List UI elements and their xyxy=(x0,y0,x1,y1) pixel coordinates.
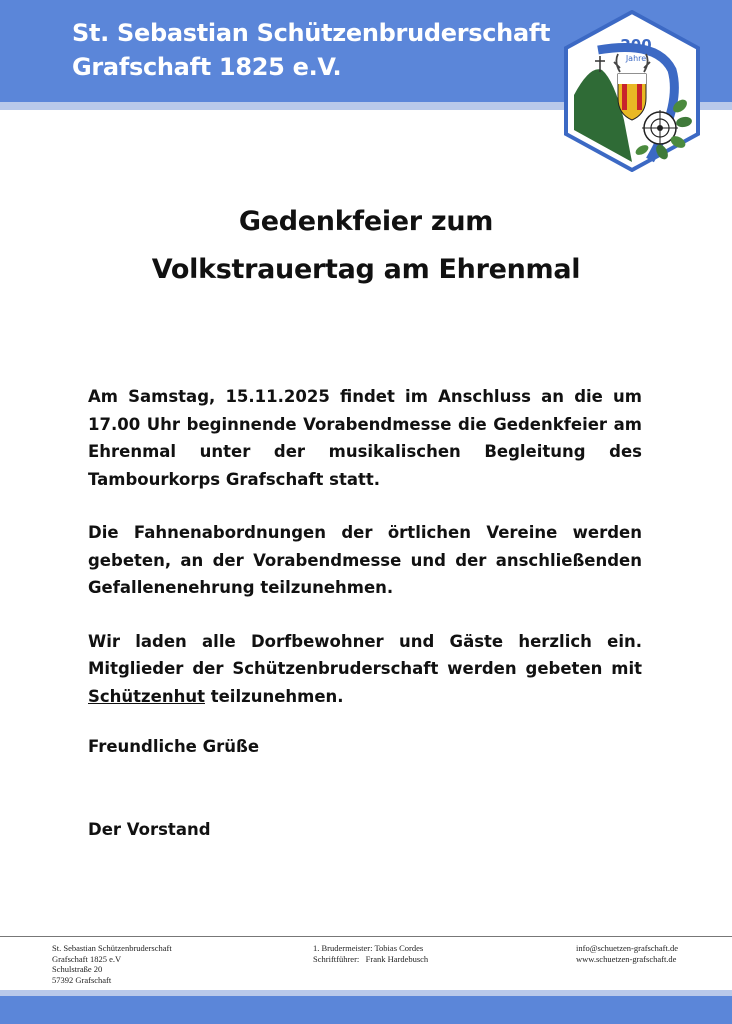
signature-board: Der Vorstand xyxy=(88,820,211,839)
letter-body xyxy=(88,383,642,736)
footer-officers xyxy=(313,943,428,964)
footer-email-link[interactable]: info@schuetzen-grafschaft.de xyxy=(576,943,678,953)
invitation-text-start: Wir laden alle Dorfbewohner und Gäste herzlich ein. Mitglieder der Schützenbruderschaft werden gebeten mit xyxy=(88,631,642,678)
footer-website-link[interactable]: www.schuetzen-grafschaft.de xyxy=(576,953,677,964)
logo-anniversary-word: Jahre xyxy=(625,54,647,63)
title-line1: Gedenkfeier zum xyxy=(238,206,494,237)
document-title xyxy=(0,198,732,294)
footer-officer-line: 1. Brudermeister: Tobias Cordes xyxy=(313,943,424,953)
footer-address-line: Schulstraße 20 xyxy=(52,964,103,974)
paragraph-flag-delegations: Die Fahnenabordnungen der örtlichen Vereine werden gebeten, an der Vorabendmesse und der anschließenden Gefallenenehrung teilzunehmen. xyxy=(88,523,642,597)
footer-address-line: 57392 Grafschaft xyxy=(52,974,112,985)
footer-address xyxy=(52,943,172,985)
logo-anniversary-number: 200 xyxy=(620,36,652,54)
paragraph-invitation xyxy=(88,628,642,711)
footer-officer-line: Schriftführer: Frank Hardebusch xyxy=(313,953,429,964)
footer-address-line: Grafschaft 1825 e.V xyxy=(52,953,122,964)
footer-address-line: St. Sebastian Schützenbruderschaft xyxy=(52,943,172,953)
club-emblem-logo xyxy=(562,10,702,172)
footer-divider xyxy=(0,936,732,937)
org-name-line1: St. Sebastian Schützenbruderschaft xyxy=(72,19,551,47)
organization-name xyxy=(72,16,550,84)
paragraph-event-details: Am Samstag, 15.11.2025 findet im Anschluss an die um 17.00 Uhr beginnende Vorabendmesse die Gedenkfeier am Ehrenmal unter der musikalischen Begleitung des Tambourkorps Grafschaft statt. xyxy=(88,387,642,489)
underlined-hat-word: Schützenhut xyxy=(88,686,205,706)
footer-contact xyxy=(576,943,678,964)
title-line2: Volkstrauertag am Ehrenmal xyxy=(151,254,581,285)
closing-greeting: Freundliche Grüße xyxy=(88,737,260,756)
invitation-text-end: teilzunehmen. xyxy=(204,686,344,706)
footer-band xyxy=(0,996,732,1024)
org-name-line2: Grafschaft 1825 e.V. xyxy=(72,53,342,81)
